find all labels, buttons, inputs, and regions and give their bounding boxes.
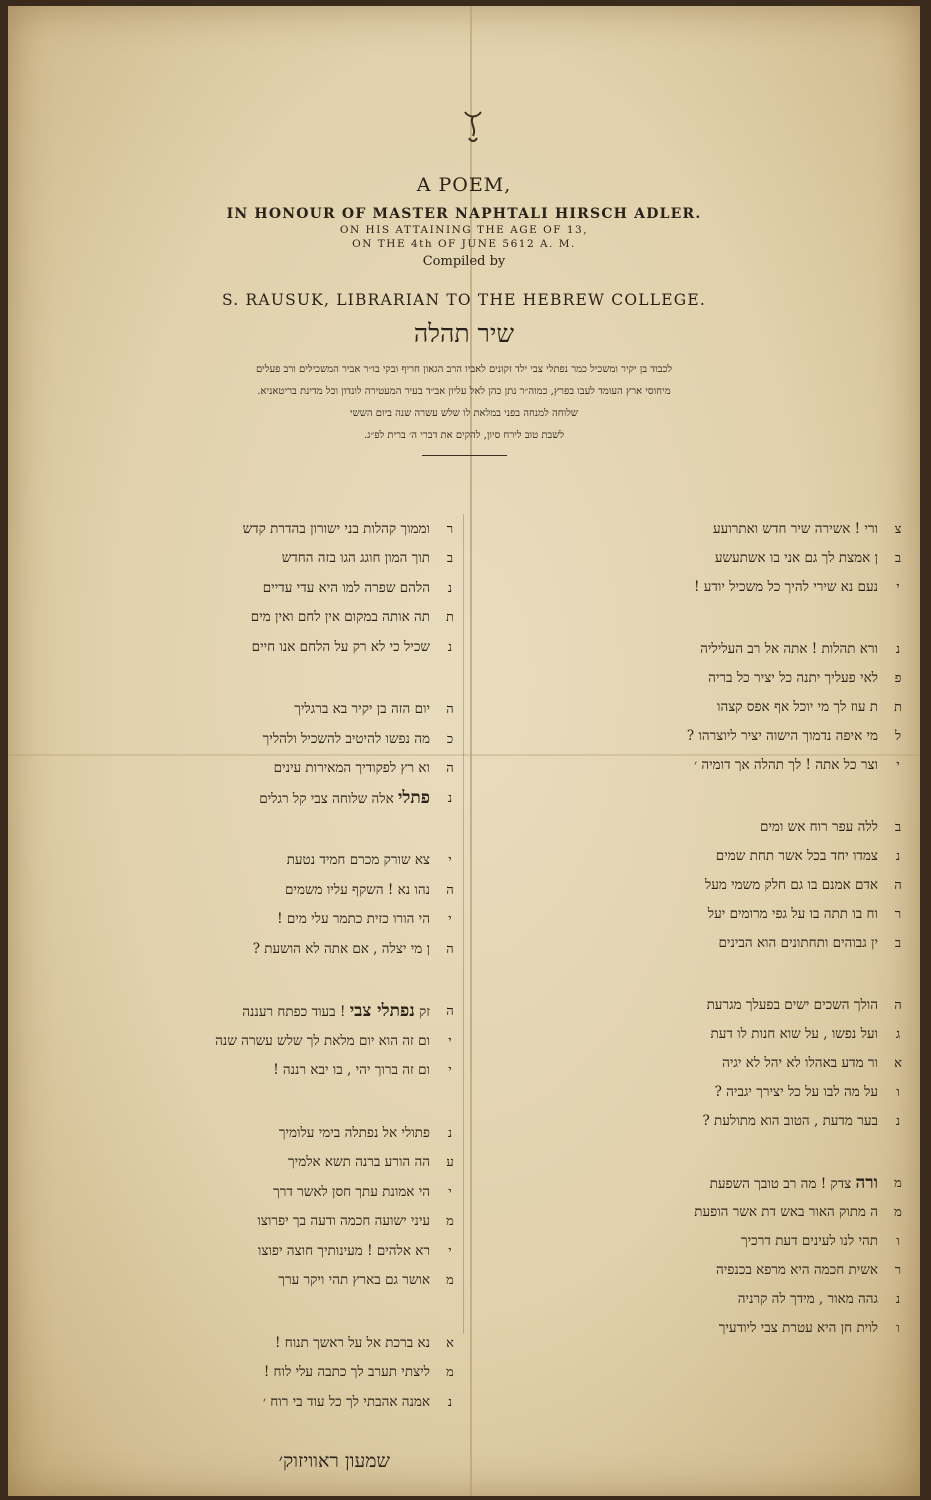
left-poem-column — [30, 514, 460, 1473]
verse-line — [478, 1048, 908, 1077]
document-sheet — [8, 6, 920, 1496]
acrostic-letter: ר — [446, 521, 454, 537]
verse-text: ועל נפשו , על שוא חנות לו דעת — [710, 1025, 878, 1042]
verse-line — [30, 632, 460, 662]
verse-line — [30, 754, 460, 784]
acrostic-letter: י — [448, 1184, 452, 1200]
verse-line — [478, 543, 908, 572]
acrostic-letter: ה — [446, 941, 454, 957]
verse-line — [30, 997, 460, 1027]
author-line: S. RAUSUK, LIBRARIAN TO THE HEBREW COLLEGE. — [222, 291, 706, 309]
verse-text: ורא תהלות ! אתה אל רב העליליה — [700, 640, 878, 657]
acrostic-letter: י — [448, 912, 452, 928]
acrostic-letter: נ — [447, 1394, 453, 1410]
acrostic-letter: צ — [894, 521, 902, 537]
stanza — [478, 634, 908, 779]
verse-line — [30, 1236, 460, 1266]
acrostic-letter: ה — [894, 997, 902, 1013]
verse-text: בער מדעת , הטוב הוא מתולעת ? — [702, 1112, 878, 1129]
divider — [422, 455, 507, 456]
verse-text: הי הורו כזית כתמר עלי מים ! — [277, 911, 430, 928]
acrostic-letter: ב — [894, 550, 902, 566]
verse-line — [478, 1313, 908, 1342]
verse-line — [30, 573, 460, 603]
verse-text: זק נפתלי צבי ! בעוד כפתח רעננה — [242, 1001, 430, 1022]
dedication-line: שלוחה למנחה בפני במלאת לו שלש עשרה שנה ביום הששי — [350, 408, 578, 419]
acrostic-letter: ה — [446, 882, 454, 898]
verse-line — [30, 934, 460, 964]
acrostic-letter: נ — [447, 639, 453, 655]
verse-text: אושר גם בארץ תהי ויקר ערך — [278, 1272, 430, 1289]
verse-text: לוית חן היא עטרת צבי ליודעיך — [718, 1319, 878, 1336]
verse-line — [30, 783, 460, 813]
acrostic-letter: מ — [894, 1204, 902, 1220]
acrostic-letter: ה — [446, 1004, 454, 1020]
stanza — [30, 997, 460, 1086]
acrostic-letter: נ — [895, 641, 901, 657]
verse-line — [478, 1106, 908, 1135]
verse-text: תה אותה במקום אין לחם ואין מים — [250, 609, 430, 626]
acrostic-letter: ג — [895, 1026, 901, 1042]
verse-line — [30, 1177, 460, 1207]
verse-line — [478, 1019, 908, 1048]
verse-line — [478, 812, 908, 841]
header — [8, 174, 920, 456]
verse-line — [30, 1207, 460, 1237]
verse-line — [478, 1077, 908, 1106]
verse-text: הי אמונת עתך חסן לאשר דרך — [273, 1183, 430, 1200]
verse-text: על מה לבו על כל יצירך יגביה ? — [714, 1083, 878, 1100]
verse-text: וצר כל אתה ! לך תהלה אך דומיה ׳ — [693, 756, 878, 773]
verse-line — [30, 544, 460, 574]
stanza — [30, 846, 460, 964]
verse-text: הולך השכים ישים בפעלך מגרעת — [706, 996, 878, 1013]
verse-text: ורה צדק ! מה רב טובך השפעת — [709, 1172, 878, 1193]
acrostic-letter: מ — [446, 1365, 454, 1381]
honour-line: IN HONOUR OF MASTER NAPHTALI HIRSCH ADLER. — [226, 206, 702, 222]
date-line: ON THE 4th OF JUNE 5612 A. M. — [352, 238, 576, 250]
verse-line — [478, 750, 908, 779]
hebrew-title: שיר תהלה — [413, 319, 515, 348]
verse-text: ום זה ברוך יהי , בו יבא רננה ! — [273, 1062, 430, 1079]
verse-text: אדם אמנם בו גם חלק משמי מעל — [704, 876, 878, 893]
stanza — [30, 695, 460, 813]
verse-line — [30, 846, 460, 876]
acrostic-letter: ו — [896, 1233, 900, 1249]
acrostic-letter: מ — [446, 1214, 454, 1230]
acrostic-letter: ב — [894, 935, 902, 951]
verse-line — [478, 634, 908, 663]
acrostic-letter: י — [448, 853, 452, 869]
verse-line — [30, 1148, 460, 1178]
acrostic-letter: ר — [894, 906, 902, 922]
verse-line — [30, 905, 460, 935]
signature: שמעון ראוויזוק׳ — [278, 1449, 390, 1472]
acrostic-letter: נ — [895, 848, 901, 864]
acrostic-letter: י — [448, 1033, 452, 1049]
verse-text: צמדו יחד בכל אשר תחת שמים — [715, 847, 878, 864]
verse-line — [478, 928, 908, 957]
acrostic-letter: כ — [446, 731, 454, 747]
verse-text: שכיל כי לא רק על הלחם אנו חיים — [251, 638, 430, 655]
acrostic-letter: ה — [894, 877, 902, 893]
ornament-icon — [459, 108, 487, 144]
acrostic-letter: ב — [446, 551, 454, 567]
column-separator — [463, 514, 464, 1334]
verse-line — [30, 1118, 460, 1148]
acrostic-letter: ו — [896, 1320, 900, 1336]
verse-line — [30, 1387, 460, 1417]
stanza — [30, 1118, 460, 1295]
stanza — [30, 514, 460, 662]
verse-line — [478, 870, 908, 899]
acrostic-letter: מ — [894, 1175, 902, 1191]
verse-line — [30, 1328, 460, 1358]
verse-text: גהה מאור , מידך לה קרניה — [737, 1290, 878, 1307]
verse-line — [30, 695, 460, 725]
poem-title: A POEM, — [416, 174, 512, 196]
verse-text: צא שורק מכרם חמיד נטעת — [286, 852, 430, 869]
verse-text: וממוך קהלות בני ישורון בהדרת קדש — [242, 520, 430, 537]
acrostic-letter: פ — [894, 670, 902, 686]
acrostic-letter: נ — [895, 1113, 901, 1129]
right-poem-column — [478, 514, 908, 1375]
stanza — [478, 1168, 908, 1342]
stanza — [30, 1328, 460, 1417]
verse-text: נעם נא שירי להיך כל משכיל יודע ! — [694, 578, 878, 595]
acrostic-letter: א — [446, 1335, 454, 1351]
verse-text: פתולי אל נפתלה בימי עלומיך — [278, 1124, 430, 1141]
acrostic-letter: י — [448, 1243, 452, 1259]
acrostic-letter: נ — [447, 790, 453, 806]
compiled-by: Compiled by — [422, 254, 506, 269]
verse-line — [478, 990, 908, 1019]
verse-line — [478, 663, 908, 692]
verse-line — [30, 514, 460, 544]
verse-text: ללה עפר רוח אש ומים — [759, 818, 878, 835]
verse-line — [478, 721, 908, 750]
stanza — [478, 990, 908, 1135]
verse-line — [30, 1026, 460, 1056]
verse-line — [478, 514, 908, 543]
acrostic-letter: ה — [446, 761, 454, 777]
acrostic-letter: ת — [446, 610, 454, 626]
dedication-line: לכבוד בן יקיר ומשכיל כמר נפתלי צבי ילד זקונים לאביו הרב הגאון חריף ובקי בו״ר אביר המשכילים ורב פעלים — [255, 364, 673, 375]
acrostic-letter: ע — [446, 1155, 454, 1171]
verse-text: אמנה אהבתי לך כל עוד בי רוח ׳ — [262, 1393, 430, 1410]
verse-text: ן אמצת לך גם אני בו אשתעשע — [714, 549, 878, 566]
verse-text: ליצתי תערב לך כתבה עלי לוח ! — [263, 1364, 430, 1381]
acrostic-letter: ר — [894, 1262, 902, 1278]
verse-text: מה נפשו להיטיב להשכיל ולהליך — [262, 730, 430, 747]
verse-text: נהו נא ! השקף עליו משמים — [285, 881, 430, 898]
verse-text: תוך המון חוגג הגו בזה החדש — [281, 550, 430, 567]
verse-text: וא רץ לפקודיך המאירות עינים — [273, 760, 430, 777]
dedication-line: מיחוסי ארץ העומד לעבו בפרץ, כמוה״ר נתן כהן לאל עליון אב״ד בעיר המעטירה לונדון וכל מדינת בריטאניא. — [257, 386, 671, 397]
verse-line — [478, 572, 908, 601]
verse-text: ה מתוק האור באש דת אשר הופעת — [694, 1203, 878, 1220]
acrostic-letter: נ — [447, 1125, 453, 1141]
verse-line — [478, 899, 908, 928]
verse-line — [478, 692, 908, 721]
acrostic-letter: ת — [894, 699, 902, 715]
verse-text: ורי ! אשירה שיר חדש ואתרועע — [712, 520, 878, 537]
verse-line — [30, 724, 460, 754]
verse-text: ום זה הוא יום מלאת לך שלש עשרה שנה — [215, 1032, 430, 1049]
verse-text: רא אלהים ! מעינותיך חוצה יפוצו — [257, 1242, 430, 1259]
acrostic-letter: י — [896, 579, 900, 595]
acrostic-letter: י — [896, 757, 900, 773]
verse-text: אשית חכמה היא מרפא בכנפיה — [715, 1261, 878, 1278]
acrostic-letter: נ — [895, 1291, 901, 1307]
verse-line — [30, 875, 460, 905]
dedication-line: לשבת טוב לירח סיון, להקים את דברי ה׳ ברית לפ״ג. — [363, 430, 565, 441]
verse-line — [30, 1266, 460, 1296]
acrostic-letter: י — [448, 1063, 452, 1079]
stanza — [478, 812, 908, 957]
verse-text: תהי לנו לעינים דעת דרכיך — [741, 1232, 878, 1249]
age-line: ON HIS ATTAINING THE AGE OF 13, — [339, 224, 589, 236]
verse-text: יום הזה בן יקיר בא ברגליך — [294, 701, 430, 718]
verse-text: הה הורע ברנה תשא אלמיך — [288, 1154, 430, 1171]
verse-text: נא ברכת אל על ראשך תנוח ! — [275, 1334, 430, 1351]
stanza — [478, 514, 908, 601]
verse-line — [478, 1284, 908, 1313]
verse-line — [30, 1056, 460, 1086]
acrostic-letter: מ — [446, 1273, 454, 1289]
verse-text: הלהם שפרה למו היא עדי עדיים — [262, 579, 430, 596]
verse-line — [478, 1168, 908, 1197]
acrostic-letter: ו — [896, 1084, 900, 1100]
verse-line — [478, 841, 908, 870]
verse-text: מי איפה נדמוך הישוה יציר ליוצרהו ? — [686, 727, 878, 744]
verse-text: ור מדע באהלו לא יהל לא יגיה — [722, 1054, 878, 1071]
verse-text: וח בו תתה בו על גפי מרומים יעל — [707, 905, 878, 922]
acrostic-letter: ל — [894, 728, 902, 744]
verse-line — [478, 1226, 908, 1255]
verse-text: עיני ישועה חכמה ודעה בך יפרוצו — [257, 1213, 430, 1230]
verse-text: ן מי יצלה , אם אתה לא הושעת ? — [252, 940, 430, 957]
verse-line — [30, 603, 460, 633]
verse-line — [478, 1197, 908, 1226]
verse-line — [30, 1358, 460, 1388]
verse-text: פתלי אלה שלוחה צבי קל רגלים — [259, 787, 430, 808]
verse-text: לאי פעליך יתנה כל יציר כל בריה — [708, 669, 878, 686]
acrostic-letter: ה — [446, 702, 454, 718]
verse-text: ין גבוהים ותחתונים הוא הבינים — [718, 934, 878, 951]
acrostic-letter: נ — [447, 580, 453, 596]
acrostic-letter: ב — [894, 819, 902, 835]
dedication — [64, 359, 864, 447]
verse-line — [478, 1255, 908, 1284]
acrostic-letter: א — [894, 1055, 902, 1071]
verse-text: ת עוז לך מי יוכל אף אפס קצהו — [717, 698, 878, 715]
